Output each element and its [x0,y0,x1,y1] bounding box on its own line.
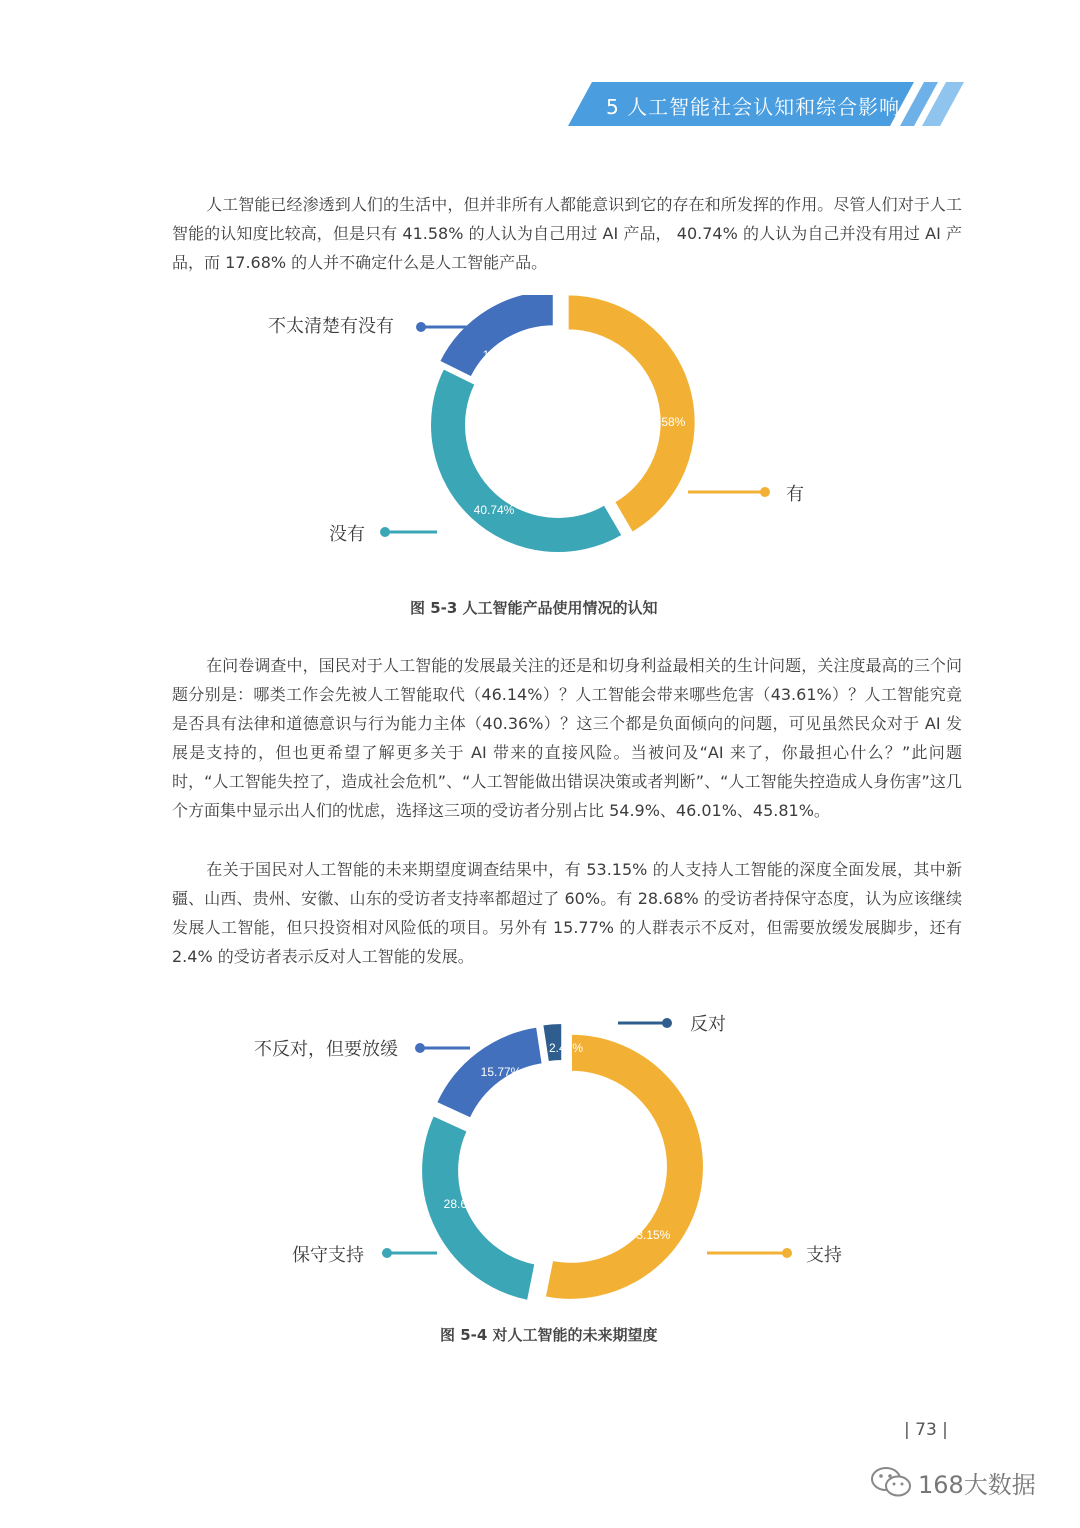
paragraph-text: 在问卷调查中，国民对于人工智能的发展最关注的还是和切身利益最相关的生计问题，关注度最高的三个问题分别是：哪类工作会先被人工智能取代（46.14%）？人工智能会带来哪些危害（43.61%）？人工智能究竟是否具有法律和道德意识与行为能力主体（40.36%）？这三个都是负面倾向的问题，可见虽然民众对于 AI 发展是支持的，但也更希望了解更多关于 AI 带来的直接风险。当被问及“AI 来了，你最担心什么？”此问题时，“人工智能失控了，造成社会危机”、“人工智能做出错误决策或者判断”、“人工智能失控造成人身伤害”这几个方面集中显示出人们的忧虑，选择这三项的受访者分别占比 54.9%、46.01%、45.81%。 [172,656,962,820]
slice-value-label: 53.15% [629,1228,671,1242]
slice-value-label: 2.40% [548,1041,584,1055]
slice-category-label: 有 [786,484,804,505]
donut-slice [439,295,554,377]
donut-chart-expectation [0,1005,1080,1305]
figure-5-4 [0,1005,1080,1305]
figure-caption: 图 5-3 人工智能产品使用情况的认知 [410,599,658,617]
donut-chart-usage [0,295,1080,595]
slice-category-label: 支持 [806,1245,842,1266]
chapter-title: 5 人工智能社会认知和综合影响 [606,95,901,119]
callout-dot [380,527,390,537]
slice-value-label: 15.77% [480,1065,522,1079]
callout-dot [760,487,770,497]
figure-5-3 [0,295,1080,595]
callout-dot [782,1248,792,1258]
page-number: | 73 | [904,1420,948,1440]
slice-category-label: 不反对，但要放缓 [254,1039,398,1060]
body-paragraph [172,855,962,971]
body-paragraph [172,190,962,277]
donut-slice [430,368,623,553]
slice-category-label: 没有 [329,524,365,545]
paragraph-text: 人工智能已经渗透到人们的生活中，但并非所有人都能意识到它的存在和所发挥的作用。尽管人们对于人工智能的认知度比较高，但是只有 41.58% 的人认为自己用过 AI 产品， 40.74% 的人认为自己并没有用过 AI 产品，而 17.68% 的人并不确定什么是人工智能产品。 [172,195,962,272]
slice-category-label: 不太清楚有没有 [268,316,394,337]
callout-dot [662,1018,672,1028]
slice-value-label: 41.58% [644,415,686,429]
slice-category-label: 保守支持 [292,1245,364,1266]
callout-dot [416,322,426,332]
slice-category-label: 反对 [690,1014,726,1035]
donut-slice [568,295,696,533]
slice-value-label: 28.68% [443,1197,485,1211]
donut-slice [545,1034,704,1300]
paragraph-text: 在关于国民对人工智能的未来期望度调查结果中，有 53.15% 的人支持人工智能的深度全面发展，其中新疆、山西、贵州、安徽、山东的受访者支持率都超过了 60%。有 28.68% 的受访者持保守态度，认为应该继续发展人工智能，但只投资相对风险低的项目。另外有 15.77% 的人群表示不反对，但需要放缓发展脚步，还有 2.4% 的受访者表示反对人工智能的发展。 [172,860,962,966]
slice-value-label: 40.74% [473,503,515,517]
slice-value-label: 17.68% [482,348,524,362]
wechat-icon [870,1465,912,1499]
callout-dot [382,1248,392,1258]
body-paragraph [172,651,962,825]
callout-dot [415,1043,425,1053]
watermark [870,1462,1036,1502]
watermark-text: 168大数据 [918,1470,1036,1499]
figure-caption: 图 5-4 对人工智能的未来期望度 [440,1326,658,1344]
